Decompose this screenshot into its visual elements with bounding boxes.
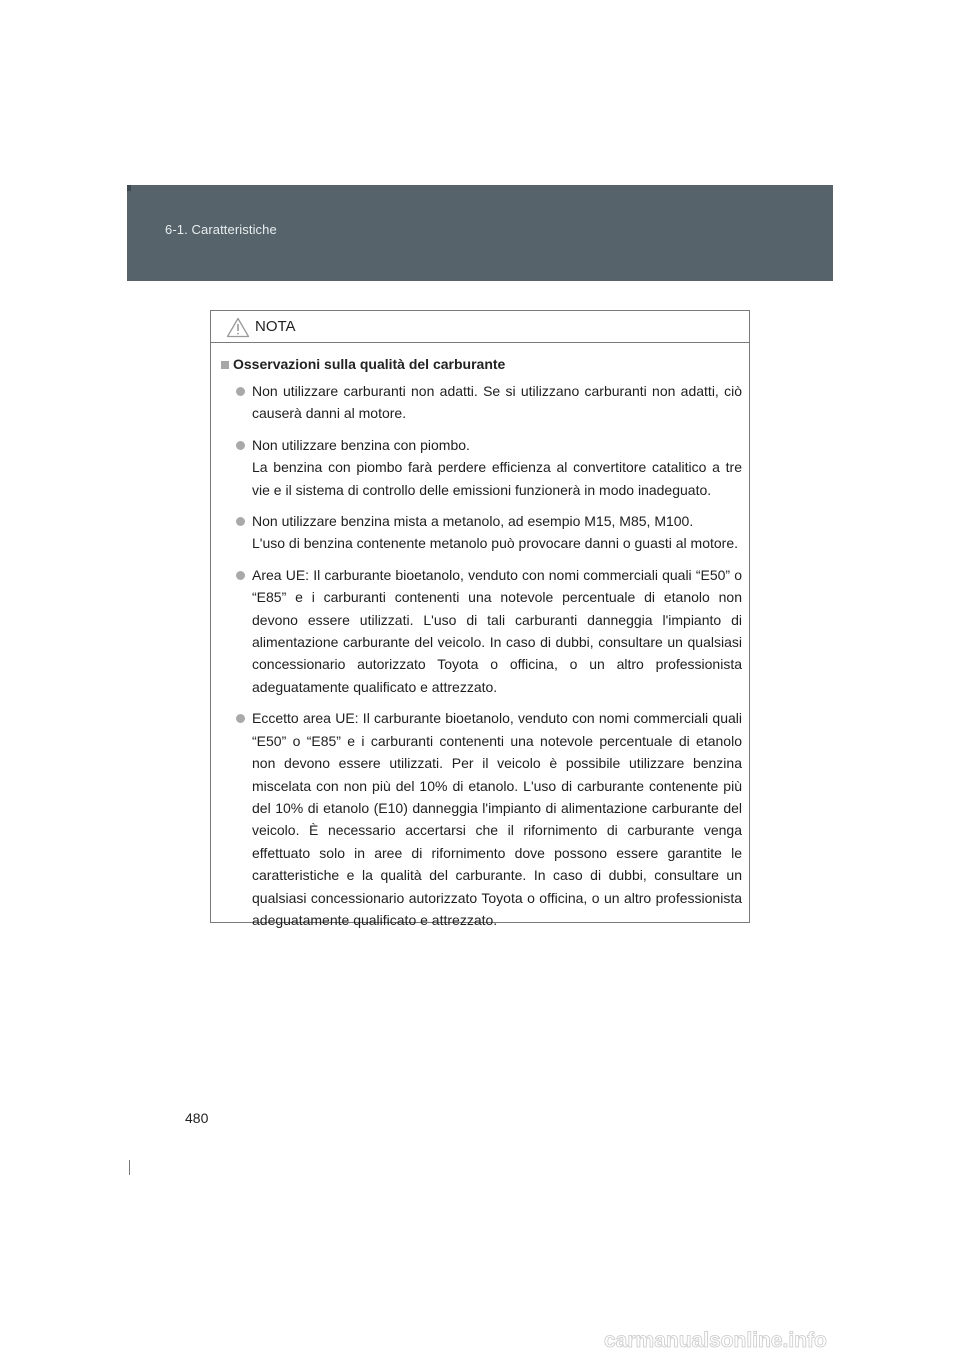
note-item-text: L'uso di benzina contenente metanolo può provocare danni o guasti al motore. <box>252 535 739 552</box>
svg-text:carmanualsonline.info: carmanualsonline.info <box>604 1329 827 1352</box>
watermark-logo <box>600 1325 950 1355</box>
note-body <box>211 343 749 931</box>
note-box <box>210 310 750 928</box>
note-item <box>221 707 742 931</box>
note-subheading-text: Osservazioni sulla qualità del carburante <box>233 356 506 372</box>
note-item <box>221 510 742 555</box>
circle-bullet-icon <box>236 517 245 526</box>
section-title: 6-1. Caratteristiche <box>165 222 277 237</box>
note-subheading <box>221 355 742 374</box>
note-title: NOTA <box>255 318 296 335</box>
note-item <box>221 380 742 425</box>
chapter-header-bar <box>127 185 833 281</box>
circle-bullet-icon <box>236 571 245 580</box>
note-header <box>211 311 749 343</box>
note-item-text: Non utilizzare benzina mista a metanolo, ad esempio M15, M85, M100. <box>252 513 694 530</box>
note-item-text: Area UE: Il carburante bioetanolo, venduto con nomi commerciali quali “E50” o “E85” e i carburanti contenenti una notevole percentuale di etanolo non devono essere utilizzati. L'uso di tali carburanti danneggia l'impianto di alimentazione carburante del veicolo. In caso di dubbi, consultare un qualsiasi concessionario autorizzato Toyota o officina, o un altro professionista adeguatamente qualificato e attrezzato. <box>252 566 742 695</box>
note-item-text: Eccetto area UE: Il carburante bioetanolo, venduto con nomi commerciali quali “E50” o “E85” e i carburanti contenenti una notevole percentuale di etanolo non devono essere utilizzati. Per il veicolo è possibile utilizzare benzina miscelata con non più del 10% di etanolo. L'uso di carburante contenente più del 10% di etanolo (E10) danneggia l'impianto di alimentazione carburante del veicolo. È necessario accertarsi che il rifornimento di carburante venga effettuato solo in aree di rifornimento dove possono essere garantite le caratteristiche e la qualità del carburante. In caso di dubbi, consultare un qualsiasi concessionario autorizzato Toyota o officina, o un altro professionista adeguatamente qualificato e attrezzato. <box>252 710 742 928</box>
margin-tick-mark <box>129 1160 130 1175</box>
square-bullet-icon <box>221 361 229 369</box>
circle-bullet-icon <box>236 441 245 450</box>
note-item-text: La benzina con piombo farà perdere efficienza al convertitore catalitico a tre vie e il sistema di controllo delle emissioni funzionerà in modo inadeguato. <box>252 459 742 498</box>
note-item <box>221 564 742 698</box>
circle-bullet-icon <box>236 387 245 396</box>
note-item-text: Non utilizzare carburanti non adatti. Se si utilizzano carburanti non adatti, ciò causerà danni al motore. <box>252 383 742 422</box>
note-item <box>221 434 742 501</box>
page-number: 480 <box>185 1110 209 1126</box>
note-item-text: Non utilizzare benzina con piombo. <box>252 436 470 453</box>
warning-triangle-icon <box>226 317 250 338</box>
circle-bullet-icon <box>236 714 245 723</box>
header-corner-mark <box>127 185 131 191</box>
